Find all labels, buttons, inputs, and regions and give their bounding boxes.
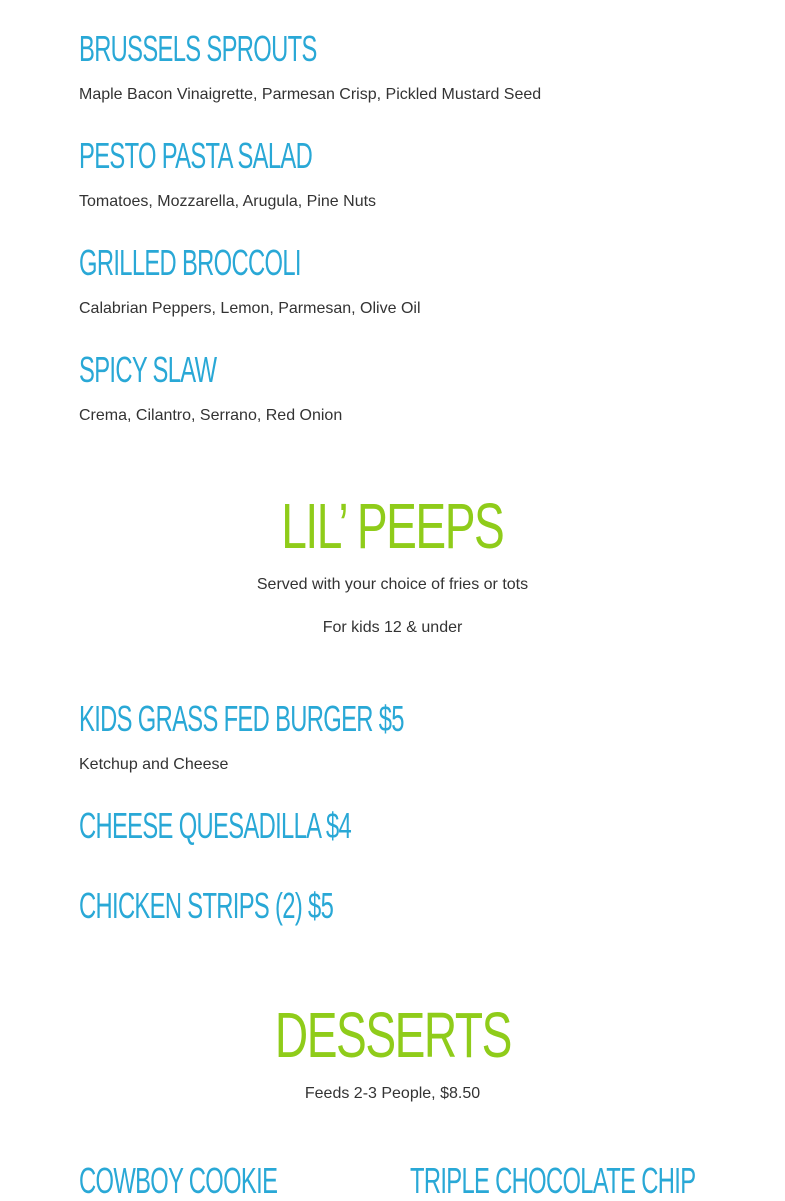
menu-item-title: TRIPLE CHOCOLATE CHIP (410, 1160, 696, 1201)
section-title-text: LIL’ PEEPS (281, 490, 504, 562)
menu-item-description: Tomatoes, Mozzarella, Arugula, Pine Nuts (79, 193, 377, 210)
menu-item-description: Ketchup and Cheese (79, 756, 229, 773)
menu-item-title: KIDS GRASS FED BURGER $5 (79, 698, 404, 739)
menu-item-title: CHEESE QUESADILLA $4 (79, 805, 352, 846)
section-note: Served with your choice of fries or tots (256, 576, 529, 593)
section-title-lil-peeps (0, 490, 785, 562)
section-note: For kids 12 & under (322, 619, 463, 636)
menu-item-title: PESTO PASTA SALAD (79, 135, 313, 176)
menu-item-title: SPICY SLAW (79, 349, 217, 390)
section-title-desserts (0, 999, 785, 1071)
menu-item-title: COWBOY COOKIE (79, 1160, 278, 1201)
menu-item-description: Maple Bacon Vinaigrette, Parmesan Crisp, Pickled Mustard Seed (79, 86, 542, 103)
menu-item-title: BRUSSELS SPROUTS (79, 28, 317, 69)
menu-item-title: GRILLED BROCCOLI (79, 242, 301, 283)
section-note: Feeds 2-3 People, $8.50 (304, 1085, 481, 1102)
section-title-text: DESSERTS (274, 999, 511, 1071)
menu-item-title: CHICKEN STRIPS (2) $5 (79, 885, 334, 926)
menu-item-description: Crema, Cilantro, Serrano, Red Onion (79, 407, 343, 424)
menu-item-description: Calabrian Peppers, Lemon, Parmesan, Olive Oil (79, 300, 421, 317)
